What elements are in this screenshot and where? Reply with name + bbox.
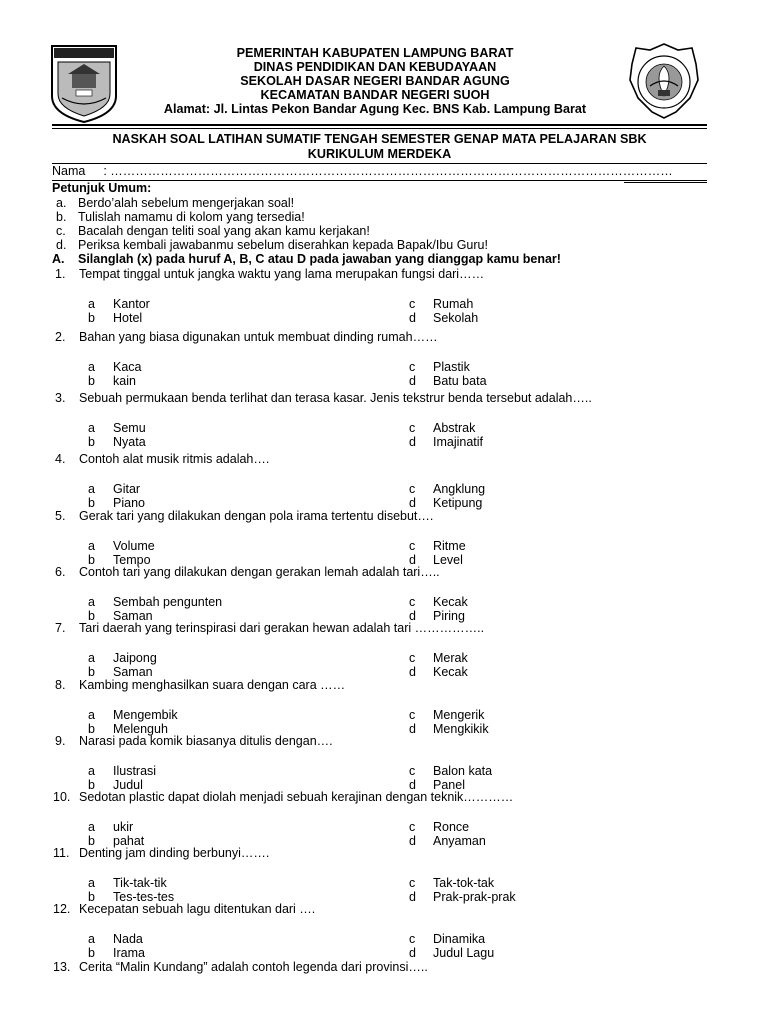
- option-letter: d: [409, 722, 416, 736]
- option-letter: d: [409, 496, 416, 510]
- option-text: Angklung: [433, 482, 486, 496]
- option-text: Hotel: [113, 311, 143, 325]
- question-text: Kambing menghasilkan suara dengan cara ……: [79, 678, 346, 692]
- letterhead-line-department: DINAS PENDIDIKAN DAN KEBUDAYAAN: [253, 60, 497, 74]
- option-letter: c: [409, 820, 416, 834]
- instruction-text: Tulislah namamu di kolom yang tersedia!: [78, 210, 305, 224]
- option-text: Rumah: [433, 297, 474, 311]
- option-letter: b: [88, 665, 95, 679]
- option-letter: b: [88, 496, 95, 510]
- question-number: 8.: [55, 678, 66, 692]
- option-text: Tes-tes-tes: [113, 890, 175, 904]
- option-text: Ketipung: [433, 496, 483, 510]
- exam-title: [52, 132, 707, 162]
- section-a-text: Silanglah (x) pada huruf A, B, C atau D pada jawaban yang dianggap kamu benar!: [78, 252, 561, 266]
- question-number: 2.: [55, 330, 66, 344]
- question-number: 12.: [53, 902, 71, 916]
- option-letter: b: [88, 435, 95, 449]
- question-number: 10.: [53, 790, 71, 804]
- exam-title-line-1: NASKAH SOAL LATIHAN SUMATIF TENGAH SEMESTER GENAP MATA PELAJARAN SBK: [112, 132, 647, 146]
- option-letter: a: [88, 595, 95, 609]
- option-letter: a: [88, 708, 95, 722]
- option-text: Sembah pengunten: [113, 595, 223, 609]
- option-text: Imajinatif: [433, 435, 484, 449]
- option-letter: b: [88, 834, 95, 848]
- option-letter: a: [88, 876, 95, 890]
- option-text: Kecak: [433, 595, 468, 609]
- option-letter: b: [88, 722, 95, 736]
- instruction-text: Bacalah dengan teliti soal yang akan kamu kerjakan!: [78, 224, 370, 238]
- question-text: Contoh tari yang dilakukan dengan gerakan lemah adalah tari…..: [79, 565, 440, 579]
- question-number: 6.: [55, 565, 66, 579]
- option-text: Dinamika: [433, 932, 486, 946]
- name-label: Nama: [52, 164, 86, 178]
- option-letter: d: [409, 665, 416, 679]
- tut-wuri-handayani-logo: [628, 42, 700, 120]
- question-number: 11.: [53, 846, 70, 860]
- letterhead-line-government: PEMERINTAH KABUPATEN LAMPUNG BARAT: [236, 46, 514, 60]
- option-text: Ronce: [433, 820, 470, 834]
- exam-title-line-2: KURIKULUM MERDEKA: [307, 147, 452, 161]
- option-letter: d: [409, 609, 416, 623]
- question-number: 4.: [55, 452, 66, 466]
- option-letter: d: [409, 778, 416, 792]
- option-letter: c: [409, 932, 416, 946]
- option-letter: a: [88, 651, 95, 665]
- question-text: Denting jam dinding berbunyi…….: [79, 846, 270, 860]
- letterhead-line-address: Alamat: Jl. Lintas Pekon Bandar Agung Kec. BNS Kab. Lampung Barat: [163, 102, 587, 116]
- option-letter: b: [88, 609, 95, 623]
- option-letter: c: [409, 421, 416, 435]
- question-text: Cerita “Malin Kundang” adalah contoh legenda dari provinsi…..: [79, 960, 428, 974]
- letterhead-line-district: KECAMATAN BANDAR NEGERI SUOH: [260, 88, 490, 102]
- option-text: Plastik: [433, 360, 470, 374]
- option-letter: a: [88, 932, 95, 946]
- option-text: Nyata: [113, 435, 146, 449]
- question-number: 1.: [55, 267, 66, 281]
- option-text: kain: [113, 374, 136, 388]
- question-text: Tari daerah yang terinspirasi dari gerakan hewan adalah tari ……………..: [79, 621, 485, 635]
- option-text: Panel: [433, 778, 465, 792]
- option-text: Kecak: [433, 665, 468, 679]
- option-letter: b: [88, 778, 95, 792]
- option-letter: d: [409, 435, 416, 449]
- option-text: Volume: [113, 539, 155, 553]
- question-number: 7.: [55, 621, 66, 635]
- option-text: Judul Lagu: [433, 946, 495, 960]
- option-text: Jaipong: [113, 651, 157, 665]
- option-letter: d: [409, 374, 416, 388]
- option-letter: d: [409, 946, 416, 960]
- question-text: Narasi pada komik biasanya ditulis dengan….: [79, 734, 333, 748]
- option-text: Melenguh: [113, 722, 168, 736]
- instruction-letter: b.: [56, 210, 67, 224]
- option-letter: b: [88, 311, 95, 325]
- question-text: Tempat tinggal untuk jangka waktu yang lama merupakan fungsi dari……: [79, 267, 485, 281]
- question-number: 9.: [55, 734, 66, 748]
- option-text: Kantor: [113, 297, 150, 311]
- option-letter: c: [409, 297, 416, 311]
- section-a-letter: A.: [52, 252, 65, 266]
- option-letter: c: [409, 539, 416, 553]
- option-letter: b: [88, 890, 95, 904]
- lampung-barat-logo: [50, 44, 118, 124]
- instruction-letter: a.: [56, 196, 67, 210]
- option-letter: c: [409, 651, 416, 665]
- option-letter: d: [409, 311, 416, 325]
- option-text: Mengkikik: [433, 722, 489, 736]
- option-text: Ilustrasi: [113, 764, 157, 778]
- option-text: ukir: [113, 820, 134, 834]
- letterhead-line-school: SEKOLAH DASAR NEGERI BANDAR AGUNG: [240, 74, 510, 88]
- option-letter: c: [409, 595, 416, 609]
- option-letter: c: [409, 708, 416, 722]
- letterhead-divider-thick: [52, 124, 707, 126]
- question-number: 5.: [55, 509, 66, 523]
- option-text: Tempo: [113, 553, 151, 567]
- option-letter: d: [409, 890, 416, 904]
- question-text: Sebuah permukaan benda terlihat dan terasa kasar. Jenis tekstrur benda tersebut adalah…..: [79, 391, 592, 405]
- option-text: Piano: [113, 496, 145, 510]
- option-text: Prak-prak-prak: [433, 890, 516, 904]
- name-field[interactable]: [52, 164, 673, 179]
- question-text: Contoh alat musik ritmis adalah….: [79, 452, 270, 466]
- question-text: Kecepatan sebuah lagu ditentukan dari ….: [79, 902, 316, 916]
- instruction-text: Berdo’alah sebelum mengerjakan soal!: [78, 196, 295, 210]
- option-text: pahat: [113, 834, 145, 848]
- option-text: Semu: [113, 421, 146, 435]
- question-number: 3.: [55, 391, 66, 405]
- option-text: Merak: [433, 651, 468, 665]
- instruction-text: Periksa kembali jawabanmu sebelum diserahkan kepada Bapak/Ibu Guru!: [78, 238, 488, 252]
- option-text: Saman: [113, 609, 153, 623]
- option-letter: a: [88, 539, 95, 553]
- letterhead-divider-thin: [52, 128, 707, 129]
- option-letter: b: [88, 946, 95, 960]
- option-letter: c: [409, 876, 416, 890]
- option-text: Batu bata: [433, 374, 487, 388]
- option-text: Ritme: [433, 539, 466, 553]
- option-letter: c: [409, 764, 416, 778]
- instruction-letter: c.: [56, 224, 66, 238]
- option-text: Mengerik: [433, 708, 485, 722]
- option-letter: b: [88, 374, 95, 388]
- name-input-dots[interactable]: : ………………………………………………………………………………………………………………………: [103, 164, 673, 178]
- instructions-heading: Petunjuk Umum:: [52, 181, 152, 195]
- school-letterhead: [120, 46, 630, 116]
- option-letter: a: [88, 482, 95, 496]
- option-text: Irama: [113, 946, 145, 960]
- question-text: Sedotan plastic dapat diolah menjadi sebuah kerajinan dengan teknik…………: [79, 790, 514, 804]
- option-text: Saman: [113, 665, 153, 679]
- option-letter: d: [409, 834, 416, 848]
- section-a-instruction: [52, 252, 561, 266]
- option-text: Kaca: [113, 360, 142, 374]
- option-text: Mengembik: [113, 708, 178, 722]
- option-text: Sekolah: [433, 311, 479, 325]
- option-text: Tak-tok-tak: [433, 876, 495, 890]
- option-letter: a: [88, 421, 95, 435]
- option-text: Nada: [113, 932, 143, 946]
- option-text: Level: [433, 553, 463, 567]
- name-row-underline: [624, 182, 707, 183]
- option-text: Judul: [113, 778, 143, 792]
- option-letter: a: [88, 764, 95, 778]
- option-letter: a: [88, 360, 95, 374]
- option-letter: c: [409, 360, 416, 374]
- option-letter: b: [88, 553, 95, 567]
- question-text: Gerak tari yang dilakukan dengan pola irama tertentu disebut….: [79, 509, 434, 523]
- option-text: Gitar: [113, 482, 141, 496]
- option-text: Balon kata: [433, 764, 493, 778]
- question-text: Bahan yang biasa digunakan untuk membuat dinding rumah……: [79, 330, 438, 344]
- question-number: 13.: [53, 960, 71, 974]
- option-letter: c: [409, 482, 416, 496]
- option-text: Piring: [433, 609, 465, 623]
- option-text: Abstrak: [433, 421, 476, 435]
- option-letter: d: [409, 553, 416, 567]
- option-text: Tik-tak-tik: [113, 876, 167, 890]
- instruction-letter: d.: [56, 238, 67, 252]
- option-text: Anyaman: [433, 834, 486, 848]
- option-letter: a: [88, 297, 95, 311]
- option-letter: a: [88, 820, 95, 834]
